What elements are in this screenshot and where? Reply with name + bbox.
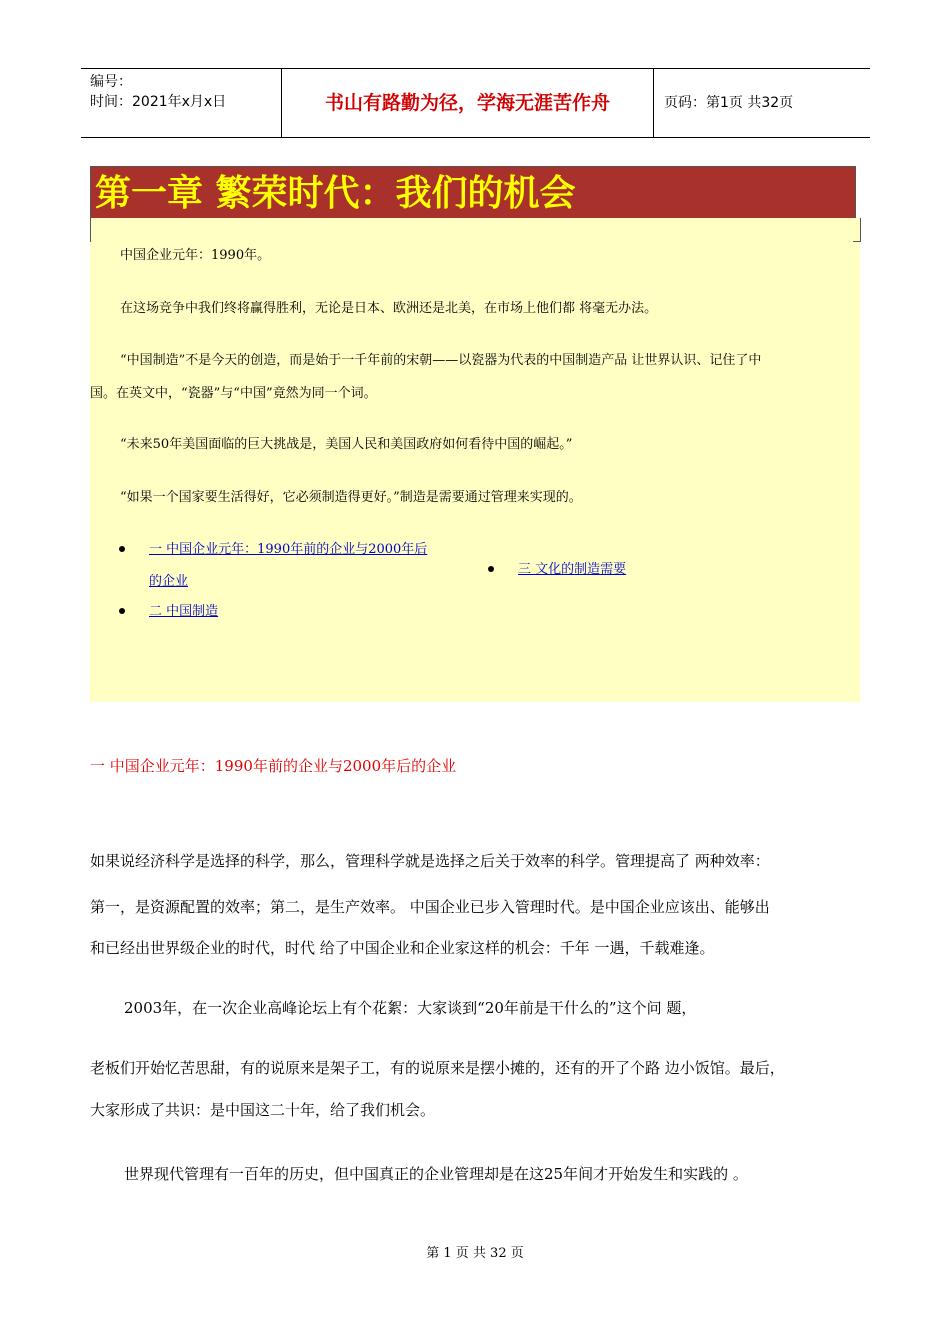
page-footer: 第 1 页 共 32 页	[426, 1246, 524, 1261]
toc-link-section-2[interactable]: 二 中国制造	[149, 604, 219, 619]
date-label: 时间：2021年x月x日	[90, 94, 227, 110]
intro-box	[90, 218, 860, 702]
body-paragraph-3-line-1: 老板们开始忆苦思甜，有的说原来是架子工，有的说原来是摆小摊的，还有的开了个路 边小饭馆。最后，	[90, 1059, 785, 1077]
section-1-heading: 一 中国企业元年：1990年前的企业与2000年后的企业	[90, 757, 457, 775]
bullet-icon	[488, 566, 494, 572]
body-paragraph-1-line-2: 第一，是资源配置的效率；第二，是生产效率。 中国企业已步入管理时代。是中国企业应该出、能够出	[90, 898, 770, 916]
toc-link-section-1[interactable]: 一 中国企业元年：1990年前的企业与2000年后	[149, 542, 428, 557]
toc-link-section-3[interactable]: 三 文化的制造需要	[518, 562, 627, 577]
number-label: 编号：	[90, 74, 132, 90]
chapter-title: 第一章 繁荣时代：我们的机会	[95, 172, 576, 214]
intro-paragraph-4: “未来50年美国面临的巨大挑战是，美国人民和美国政府如何看待中国的崛起。”	[120, 437, 573, 452]
title-frame-right-edge	[853, 218, 861, 242]
title-frame-left-edge	[90, 218, 91, 242]
intro-paragraph-5: “如果一个国家要生活得好，它必须制造得更好。”制造是需要通过管理来实现的。	[120, 490, 582, 505]
page-header	[81, 68, 870, 138]
body-paragraph-3-line-2: 大家形成了共识：是中国这二十年，给了我们机会。	[90, 1101, 436, 1119]
header-meta-cell	[81, 69, 282, 137]
intro-paragraph-2: 在这场竞争中我们终将赢得胜利，无论是日本、欧洲还是北美，在市场上他们都 将毫无办法。	[120, 301, 658, 316]
bullet-icon	[119, 546, 125, 552]
chapter-title-bar	[90, 166, 856, 219]
header-motto: 书山有路勤为径，学海无涯苦作舟	[282, 69, 654, 137]
body-paragraph-2: 2003年，在一次企业高峰论坛上有个花絮：大家谈到“20年前是干什么的”这个问 题，	[124, 999, 697, 1017]
toc-link-section-1-continued[interactable]: 的企业	[149, 574, 189, 589]
body-paragraph-4: 世界现代管理有一百年的历史，但中国真正的企业管理却是在这25年间才开始发生和实践的 。	[124, 1165, 748, 1183]
bullet-icon	[119, 608, 125, 614]
header-page-info: 页码：第1页 共32页	[664, 95, 794, 111]
intro-paragraph-3-line-1: “中国制造”不是今天的创造，而是始于一千年前的宋朝——以瓷器为代表的中国制造产品 让世界认识、记住了中	[120, 353, 762, 368]
intro-paragraph-1: 中国企业元年：1990年。	[120, 248, 271, 263]
intro-paragraph-3-line-2: 国。在英文中，“瓷器”与“中国”竟然为同一个词。	[90, 386, 377, 401]
body-paragraph-1-line-1: 如果说经济科学是选择的科学，那么，管理科学就是选择之后关于效率的科学。管理提高了 两种效率：	[90, 852, 770, 870]
body-paragraph-1-line-3: 和已经出世界级企业的时代，时代 给了中国企业和企业家这样的机会：千年 一遇，千载难逢。	[90, 939, 715, 957]
